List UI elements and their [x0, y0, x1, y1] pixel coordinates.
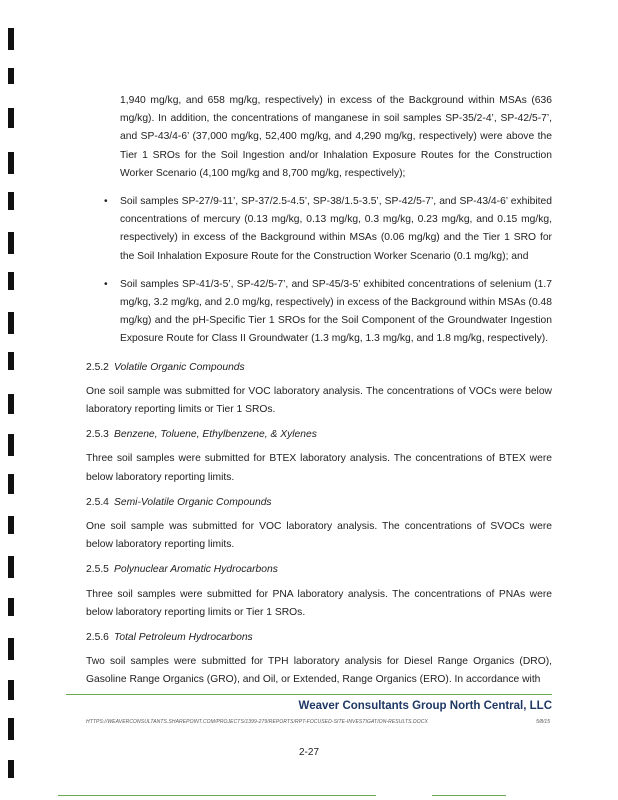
section-title: Benzene, Toluene, Ethylbenzene, & Xylenes [114, 429, 317, 441]
binding-mark [8, 352, 14, 370]
footer-divider [66, 694, 552, 695]
section-number: 2.5.6 [86, 632, 109, 644]
binding-mark [8, 394, 14, 414]
binding-mark [8, 638, 14, 660]
company-name: Weaver Consultants Group North Central, LLC [298, 700, 552, 712]
bottom-rule [432, 795, 506, 796]
bullet-list [86, 193, 552, 349]
section-number: 2.5.3 [86, 429, 109, 441]
file-date: 5/8/15 [536, 719, 550, 725]
binding-mark [8, 108, 14, 128]
section-title: Polynuclear Aromatic Hydrocarbons [114, 564, 278, 576]
section-tph [86, 629, 552, 690]
binding-mark [8, 474, 14, 494]
binding-mark [8, 312, 14, 334]
binding-mark [8, 598, 14, 616]
section-btex [86, 426, 552, 487]
section-body: Three soil samples were submitted for PNA laboratory analysis. The concentrations of PNAs were below laboratory reporting limits or Tier 1 SROs. [86, 588, 552, 618]
page-number: 2-27 [298, 747, 319, 758]
section-title: Semi-Volatile Organic Compounds [114, 496, 272, 508]
section-number: 2.5.5 [86, 564, 109, 576]
bullet-item [86, 193, 552, 266]
binding-mark [8, 516, 14, 534]
bullet-item [86, 276, 552, 349]
section-heading [86, 561, 552, 579]
section-body: One soil sample was submitted for VOC laboratory analysis. The concentrations of VOCs were below laboratory reporting limits or Tier 1 SROs. [86, 385, 552, 416]
binding-mark [8, 272, 14, 290]
section-svoc [86, 494, 552, 555]
binding-mark [8, 152, 14, 174]
section-body: One soil sample was submitted for VOC laboratory analysis. The concentrations of SVOCs were below laboratory reporting limits. [86, 521, 552, 551]
binding-mark [8, 68, 14, 84]
bullet-text: Soil samples SP-27/9-11’, SP-37/2.5-4.5’, SP-38/1.5-3.5’, SP-42/5-7’, and SP-43/4-6’ exhibited concentrations of mercury (0.13 mg/kg, 0.13 mg/kg, 0.3 mg/kg, 0.23 mg/kg, and 0.15 mg/kg, respectively) in excess of the Background within MSAs (0.06 mg/kg) and the Tier 1 SRO for the Soil Inhalation Exposure Route for the Construction Worker Scenario (0.1 mg/kg); and [120, 196, 552, 262]
binding-mark [8, 556, 14, 578]
section-pna [86, 561, 552, 622]
bullet-marker: • [104, 278, 108, 290]
bullet-marker: • [104, 196, 108, 208]
section-title: Volatile Organic Compounds [114, 361, 245, 373]
section-heading [86, 629, 552, 647]
binding-mark [8, 760, 14, 778]
binding-mark [8, 28, 14, 50]
binding-mark [8, 232, 14, 254]
page-body [86, 92, 552, 697]
bullet-text: Soil samples SP-41/3-5’, SP-42/5-7’, and SP-45/3-5’ exhibited concentrations of selenium (1.7 mg/kg, 3.2 mg/kg, and 2.0 mg/kg, respectively) in excess of the Background within MSAs (0.48 mg/kg) and the pH-Specific Tier 1 SROs for the Soil Component of the Groundwater Ingestion Exposure Route for Class II Groundwater (1.3 mg/kg, 1.3 mg/kg, and 1.8 mg/kg, respectively). [120, 278, 552, 345]
binding-mark [8, 434, 14, 456]
section-body: Two soil samples were submitted for TPH laboratory analysis for Diesel Range Organics (DRO), Gasoline Range Organics (GRO), and Oil, or Extended, Range Organics (ERO). In accordance with [86, 656, 552, 686]
binding-mark [8, 192, 14, 210]
continuation-paragraph: 1,940 mg/kg, and 658 mg/kg, respectively) in excess of the Background within MSAs (636 mg/kg). In addition, the concentrations of manganese in soil samples SP-35/2-4’, SP-42/5-7’, and SP-43/4-6’ (37,000 mg/kg, 52,400 mg/kg, and 4,290 mg/kg, respectively) were above the Tier 1 SROs for the Soil Ingestion and/or Inhalation Exposure Routes for the Construction Worker Scenario (4,100 mg/kg and 8,700 mg/kg, respectively); [120, 95, 552, 179]
section-number: 2.5.4 [86, 496, 109, 508]
section-heading [86, 359, 552, 377]
section-heading [86, 494, 552, 512]
binding-mark [8, 718, 14, 740]
section-title: Total Petroleum Hydrocarbons [114, 632, 253, 644]
section-number: 2.5.2 [86, 361, 109, 373]
section-heading [86, 426, 552, 444]
section-voc [86, 359, 552, 420]
file-path: HTTPS://WEAVERCONSULTANTS.SHAREPOINT.COM/PROJECTS/1399-279/REPORTS/RPT-FOCUSED-SITE-INVESTIGATION-RESULTS.DOCX [86, 719, 428, 725]
section-body: Three soil samples were submitted for BTEX laboratory analysis. The concentrations of BTEX were below laboratory reporting limits. [86, 453, 552, 483]
bottom-rule [58, 795, 376, 796]
binding-mark [8, 680, 14, 700]
